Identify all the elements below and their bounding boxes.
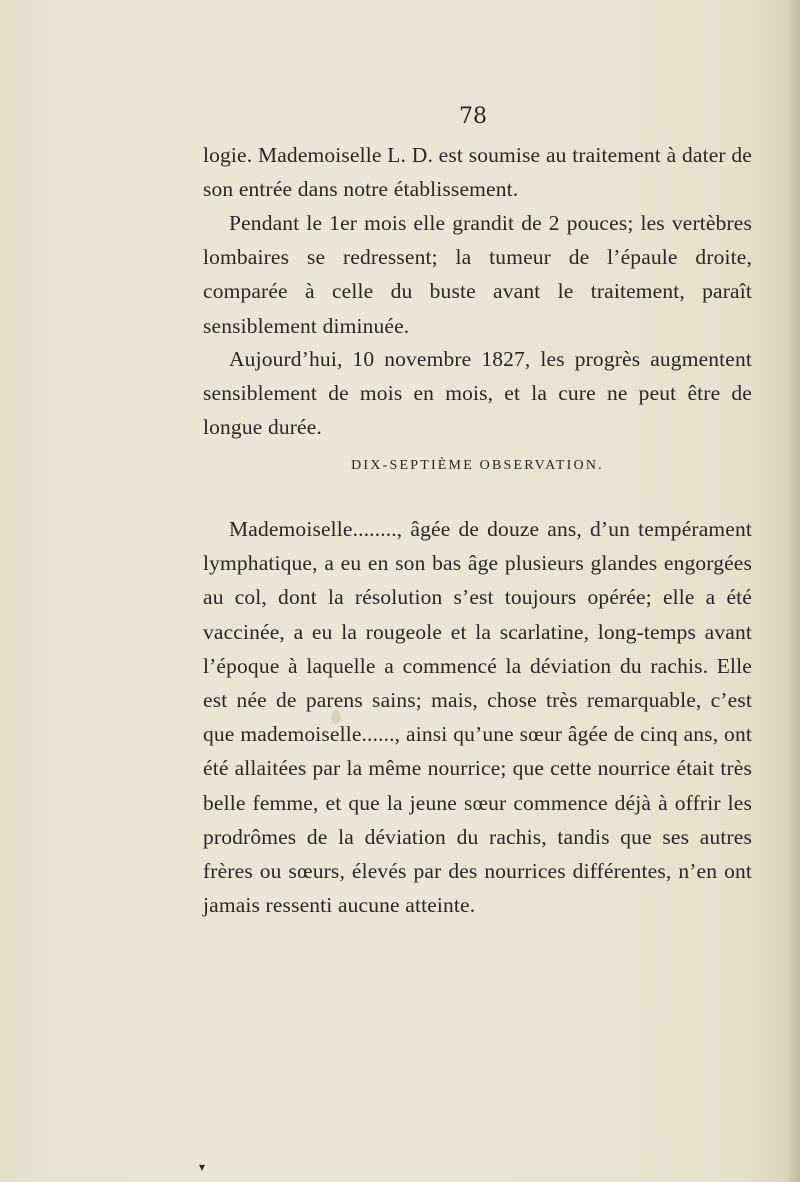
- paragraph-text: logie. Mademoiselle L. D. est soumise au traitement à dater de son entrée dans notre établissement.: [203, 143, 752, 202]
- paragraph-continuation: [203, 138, 752, 206]
- paragraph-text: Pendant le 1er mois elle grandit de 2 pouces; les vertèbres lombaires se redressent; la tumeur de l’épaule droite, comparée à celle du buste avant le traitement, paraît sensiblement diminuée.: [203, 211, 752, 338]
- section-heading: DIX-SEPTIÈME OBSERVATION.: [351, 458, 604, 473]
- page-edge-shadow: [786, 0, 800, 1182]
- ink-smudge: [331, 710, 341, 724]
- paragraph-today: [203, 342, 752, 445]
- ink-speck: ▾: [199, 1160, 206, 1174]
- observation-paragraph: [203, 512, 752, 922]
- paragraph-first-month: [203, 206, 752, 343]
- page-number: 78: [459, 104, 487, 129]
- paragraph-text: Mademoiselle........, âgée de douze ans, d’un tempérament lymphatique, a eu en son bas âge plusieurs glandes engorgées au col, dont la résolution s’est toujours opérée; elle a été vaccinée, a eu la rougeole et la scarlatine, long-temps avant l’époque à laquelle a commencé la déviation du rachis. Elle est née de parens sains; mais, chose très remarquable, c’est que mademoiselle......, ainsi qu’une sœur âgée de cinq ans, ont été allaitées par la même nourrice; que cette nourrice était très belle femme, et que la jeune sœur commence déjà à offrir les prodrômes de la déviation du rachis, tandis que ses autres frères ou sœurs, élevés par des nourrices différentes, n’en ont jamais ressenti aucune atteinte.: [203, 517, 752, 918]
- paragraph-text: Aujourd’hui, 10 novembre 1827, les progrès augmentent sensiblement de mois en mois, et la cure ne peut être de longue durée.: [203, 347, 752, 440]
